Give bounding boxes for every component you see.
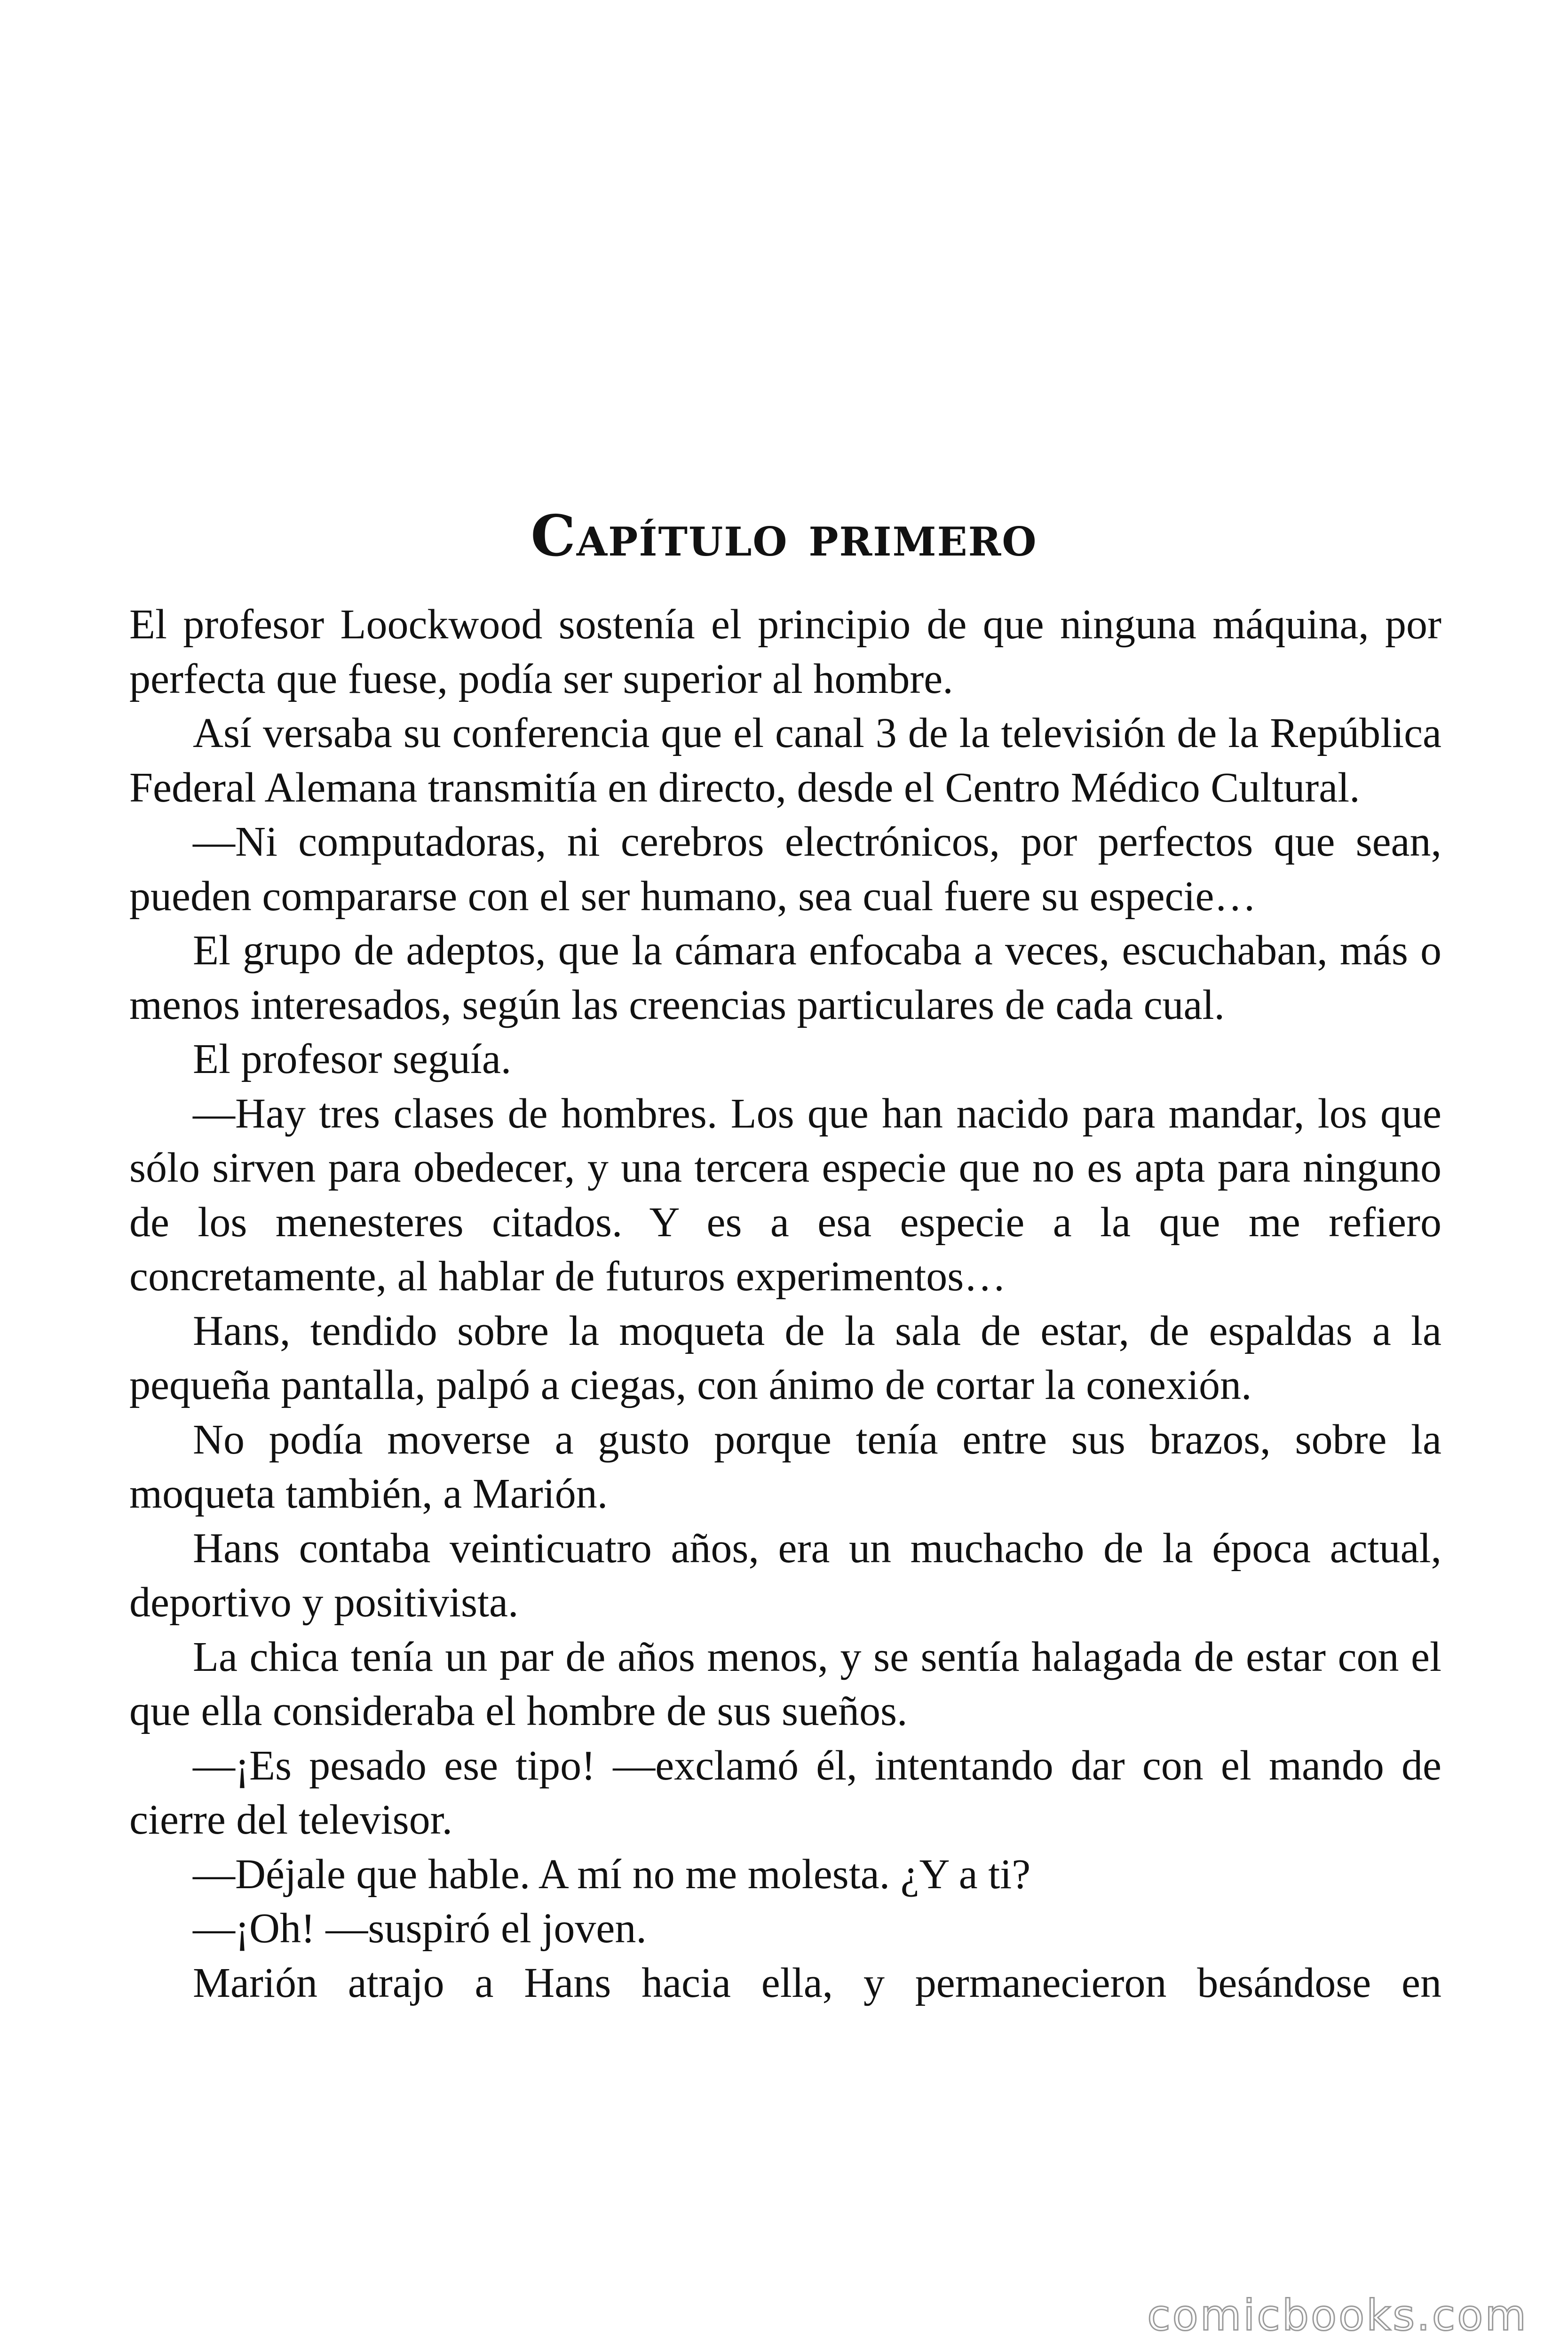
paragraph: La chica tenía un par de años menos, y se sentía halagada de estar con el que ella consideraba el hombre de sus sueños. <box>129 1633 1441 1734</box>
paragraph: Hans, tendido sobre la moqueta de la sala de estar, de espaldas a la pequeña pantalla, palpó a ciegas, con ánimo de cortar la conexión. <box>129 1307 1441 1408</box>
paragraph: —Ni computadoras, ni cerebros electrónicos, por perfectos que sean, pueden compararse con el ser humano, sea cual fuere su especie… <box>129 818 1441 920</box>
paragraph: —Hay tres clases de hombres. Los que han nacido para mandar, los que sólo sirven para obedecer, y una tercera especie que no es apta para ninguno de los menesteres citados. Y es a esa especie a la que me refiero concretamente, al hablar de futuros experimentos… <box>129 1090 1441 1300</box>
paragraph: —Déjale que hable. A mí no me molesta. ¿Y a ti? <box>193 1851 1031 1898</box>
chapter-body <box>129 597 1441 2010</box>
paragraph: Hans contaba veinticuatro años, era un muchacho de la época actual, deportivo y positivista. <box>129 1525 1441 1626</box>
paragraph: No podía moverse a gusto porque tenía entre sus brazos, sobre la moqueta también, a Marión. <box>129 1416 1441 1517</box>
paragraph: El grupo de adeptos, que la cámara enfocaba a veces, escuchaban, más o menos interesados, según las creencias particulares de cada cual. <box>129 927 1441 1028</box>
watermark: comicbooks.com <box>1147 2291 1528 2340</box>
chapter-title-rest: apítulo primero <box>576 503 1037 570</box>
paragraph: El profesor seguía. <box>193 1036 512 1082</box>
paragraph: Marión atrajo a Hans hacia ella, y permanecieron besándose en <box>193 1959 1441 2006</box>
paragraph: El profesor Loockwood sostenía el principio de que ninguna máquina, por perfecta que fuese, podía ser superior al hombre. <box>129 601 1441 702</box>
chapter-title <box>0 499 1568 574</box>
chapter-title-initial: C <box>531 503 577 570</box>
paragraph: Así versaba su conferencia que el canal 3 de la televisión de la República Federal Alemana transmitía en directo, desde el Centro Médico Cultural. <box>129 710 1441 811</box>
paragraph: —¡Oh! —suspiró el joven. <box>193 1905 647 1952</box>
paragraph: —¡Es pesado ese tipo! —exclamó él, intentando dar con el mando de cierre del televisor. <box>129 1742 1441 1843</box>
